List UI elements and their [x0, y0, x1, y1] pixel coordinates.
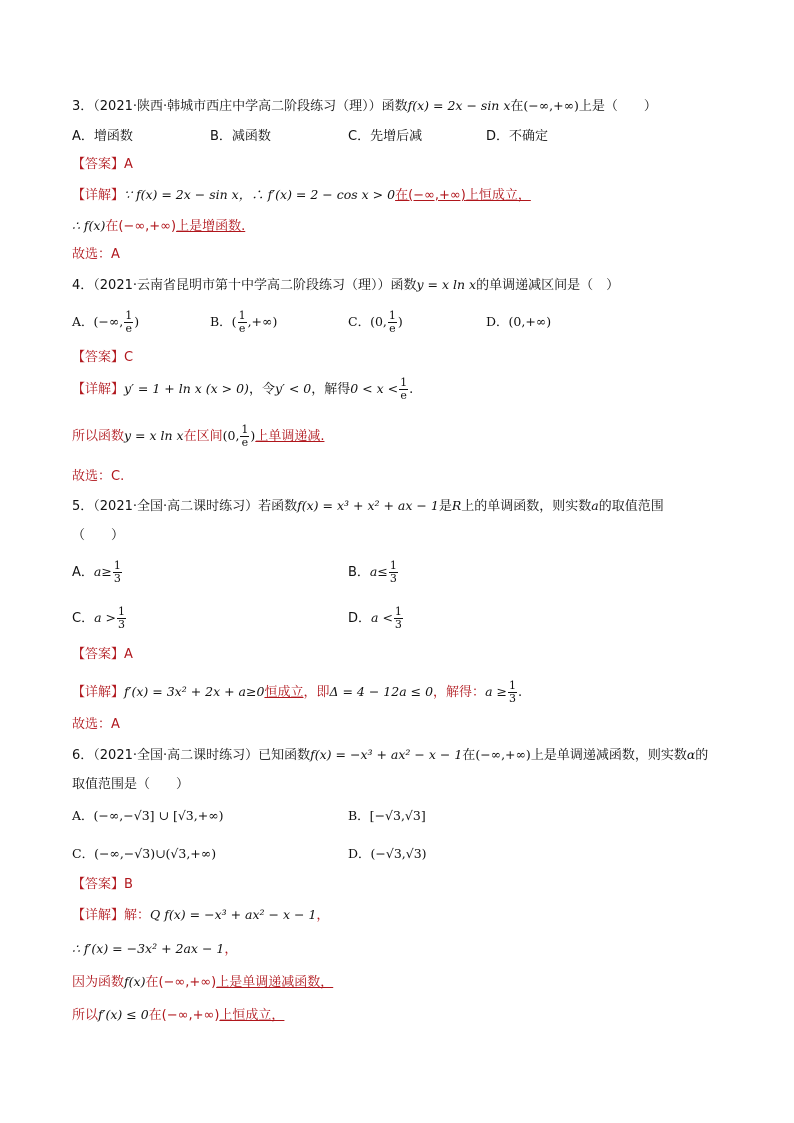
q5-answer-value: A [124, 647, 133, 662]
q4-option-b [210, 310, 277, 335]
q4-option-c-frac [388, 310, 397, 335]
q4-detail-1-frac [399, 377, 408, 402]
q3-detail-1a: ∵ f(x) = 2x − sin x [124, 187, 239, 202]
q6-detail-3b: f(x) [124, 974, 146, 989]
q4-answer-value: C [124, 350, 134, 365]
q5-detail-1e: ，解得： [433, 685, 486, 700]
q5-option-b-frac [389, 560, 398, 585]
q4-detail-2a: 所以函数 [72, 429, 125, 444]
frac-den: 3 [389, 572, 397, 585]
frac-den: e [400, 389, 407, 402]
q6-stem-mid: 在 [462, 748, 476, 763]
q3-detail-2b: 在(−∞,+∞) [105, 219, 177, 234]
frac-num: 1 [125, 309, 133, 322]
q3-detail-line1 [72, 186, 531, 205]
q3-choose: 故选：A [72, 247, 120, 262]
frac-num: 1 [238, 309, 246, 322]
q5-option-d-pre: D． [348, 611, 372, 626]
q4-detail-1e: 0 < x < [350, 381, 399, 396]
q3-detail-2a: ∴ f(x) [72, 218, 106, 233]
q6-detail-line2 [72, 940, 237, 959]
q4-detail-2c: 在区间 [183, 429, 223, 444]
q5-option-c-pre: C． [72, 611, 95, 626]
q6-answer-label: 【答案】 [72, 877, 125, 892]
q6-detail-1a: 解： [124, 908, 151, 923]
q6-detail-4c: 在(−∞,+∞) [148, 1008, 220, 1023]
q5-stem-end2: 的取值范围 [598, 499, 664, 514]
frac-num: 1 [394, 605, 402, 618]
q5-option-a-pre: A． [72, 565, 94, 580]
q6-option-b: B．[−√3,√3] [348, 808, 426, 823]
q6-detail-1b: Q f(x) = −x³ + ax² − x − 1 [150, 907, 317, 922]
q6-detail-1c: ， [316, 908, 330, 923]
q4-detail-label: 【详解】 [72, 382, 125, 397]
q3-answer [72, 156, 133, 174]
frac-den: 3 [117, 618, 125, 631]
q4-detail-2f: 上单调递减. [255, 429, 325, 444]
q4-option-d: D．(0,+∞) [486, 314, 552, 329]
q3-option-c: C．先增后减 [348, 129, 423, 144]
q3-detail-line2 [72, 217, 245, 236]
q3-option-a: A．增函数 [72, 129, 133, 144]
q4-stem-num: 4．（2021·云南省昆明市第十中学高二阶段练习（理））函数 [72, 278, 417, 293]
q6-option-c: C．(−∞,−√3)∪(√3,+∞) [72, 846, 217, 861]
q6-detail-line3 [72, 973, 333, 992]
q3-stem-num: 3．（2021·陕西·韩城市西庄中学高二阶段练习（理））函数 [72, 99, 408, 114]
q5-option-b [348, 560, 399, 585]
q6-stem-end2: 的 [695, 748, 709, 763]
q4-option-a-post: ) [134, 314, 140, 329]
q6-stem-interval: (−∞,+∞) [475, 747, 531, 762]
q5-option-a-rel: a≥ [93, 564, 112, 579]
frac-den: 3 [394, 618, 402, 631]
q5-option-b-pre: B． [348, 565, 370, 580]
frac-den: e [238, 322, 246, 335]
q3-answer-value: A [124, 157, 133, 172]
q3-detail-1b: ，∴ f′(x) = 2 − cos x > 0 [238, 187, 396, 202]
q4-option-a-frac [124, 310, 133, 335]
q4-stem-func: y = x ln x [416, 277, 477, 292]
q4-detail-line2 [72, 424, 324, 449]
q6-option-d: D．(−√3,√3) [348, 846, 427, 861]
q4-detail-2b: y = x ln x [124, 428, 184, 443]
q5-option-d-rel: a < [371, 610, 393, 625]
q5-stem-num: 5．（2021·全国·高二课时练习）若函数 [72, 499, 298, 514]
q4-detail-line1 [72, 377, 413, 402]
frac-num: 1 [241, 423, 249, 436]
q6-detail-line4 [72, 1006, 284, 1025]
q5-option-c-frac [117, 606, 126, 631]
q6-answer [72, 876, 133, 894]
q5-stem-end: 上的单调函数，则实数 [461, 499, 592, 514]
frac-num: 1 [389, 559, 397, 572]
q4-option-b-post: ,+∞) [247, 314, 278, 329]
q4-option-c-pre: C．(0, [348, 314, 387, 329]
q5-option-d [348, 606, 404, 631]
q3-stem [72, 97, 657, 116]
q3-option-d: D．不确定 [486, 129, 549, 144]
q5-option-d-frac [394, 606, 403, 631]
q5-detail-1-frac [508, 680, 517, 705]
frac-num: 1 [400, 376, 408, 389]
q5-stem-a: a [591, 498, 599, 513]
q4-detail-1a: y′ = 1 + ln x (x > 0) [124, 381, 249, 396]
q6-detail-2b: ， [224, 942, 238, 957]
q4-option-a [72, 310, 139, 335]
frac-num: 1 [117, 605, 125, 618]
q5-stem-mid: 是 [438, 499, 452, 514]
q4-option-a-pre: A．(−∞, [72, 314, 124, 329]
q5-detail-1d: Δ = 4 − 12a ≤ 0 [329, 684, 434, 699]
frac-den: 3 [508, 692, 516, 705]
q5-option-b-rel: a≤ [369, 564, 388, 579]
q6-detail-3a: 因为函数 [72, 975, 125, 990]
q5-choose: 故选：A [72, 717, 120, 732]
q5-option-a [72, 560, 123, 585]
q4-detail-2e: ) [250, 428, 256, 443]
q4-detail-1f: . [409, 382, 414, 397]
q6-detail-3c: 在(−∞,+∞) [145, 975, 217, 990]
frac-num: 1 [113, 559, 121, 572]
q4-option-c [348, 310, 403, 335]
q5-detail-1f: a ≥ [485, 684, 507, 699]
q3-answer-label: 【答案】 [72, 157, 125, 172]
q4-option-b-frac [238, 310, 247, 335]
q5-detail-1g: . [517, 685, 523, 700]
q3-stem-end: 上是（ ） [578, 99, 657, 114]
q5-option-c [72, 606, 127, 631]
q3-detail-label: 【详解】 [72, 188, 125, 203]
q4-detail-1d: ，解得 [311, 382, 351, 397]
q5-detail-1c: ，即 [303, 685, 330, 700]
q6-detail-2a: ∴ f′(x) = −3x² + 2ax − 1 [72, 941, 225, 956]
q6-stem-a: α [686, 747, 696, 762]
q4-choose: 故选：C. [72, 469, 125, 484]
q5-detail-label: 【详解】 [72, 685, 125, 700]
q3-option-b: B．减函数 [210, 129, 271, 144]
q6-detail-4a: 所以 [72, 1008, 99, 1023]
q5-stem-r: R [451, 498, 462, 513]
frac-num: 1 [508, 679, 516, 692]
q4-stem [72, 276, 619, 295]
q4-answer [72, 349, 133, 367]
q6-stem-func: f(x) = −x³ + ax² − x − 1 [310, 747, 463, 762]
q6-stem-end: 上是单调递减函数，则实数 [530, 748, 687, 763]
q4-detail-2d: (0, [222, 428, 240, 443]
q5-stem [72, 497, 664, 516]
q3-detail-1d: 上恒成立， [465, 188, 531, 203]
q4-stem-end: 的单调递减区间是（ ） [476, 278, 620, 293]
q5-detail-1a: f′(x) = 3x² + 2x + a≥0 [124, 684, 265, 699]
frac-den: 3 [113, 572, 121, 585]
q6-stem-num: 6．（2021·全国·高二课时练习）已知函数 [72, 748, 311, 763]
q5-answer [72, 646, 133, 664]
q6-stem-line2: 取值范围是（ ） [72, 777, 190, 792]
q5-option-c-rel: a > [94, 610, 116, 625]
q4-detail-1b: ，令 [248, 382, 275, 397]
q4-option-b-pre: B．( [210, 314, 237, 329]
q5-stem-func: f(x) = x³ + x² + ax − 1 [297, 498, 439, 513]
q6-detail-4d: 上恒成立， [219, 1008, 285, 1023]
q5-option-a-frac [113, 560, 122, 585]
q3-stem-interval: (−∞,+∞) [523, 98, 579, 113]
q4-answer-label: 【答案】 [72, 350, 125, 365]
q5-stem-paren: （ ） [72, 528, 125, 543]
q6-detail-4b: f′(x) ≤ 0 [98, 1007, 149, 1022]
q4-option-c-post: ) [397, 314, 403, 329]
q6-detail-label: 【详解】 [72, 908, 125, 923]
q6-answer-value: B [124, 877, 133, 892]
q5-detail-1b: 恒成立 [264, 685, 304, 700]
q3-stem-func: f(x) = 2x − sin x [407, 98, 511, 113]
q6-option-a: A．(−∞,−√3] ∪ [√3,+∞) [72, 808, 224, 823]
q4-detail-2-frac [240, 424, 249, 449]
q3-stem-mid: 在 [510, 99, 524, 114]
q4-detail-1c: y′ < 0 [274, 381, 312, 396]
frac-den: e [125, 322, 133, 335]
q6-detail-line1 [72, 906, 329, 925]
q5-answer-label: 【答案】 [72, 647, 125, 662]
frac-den: e [241, 436, 249, 449]
q5-detail-line1 [72, 680, 522, 705]
q6-stem [72, 746, 708, 765]
q3-detail-2c: 上是增函数. [176, 219, 246, 234]
q3-detail-1c: 在(−∞,+∞) [395, 188, 466, 203]
frac-num: 1 [388, 309, 396, 322]
frac-den: e [389, 322, 396, 335]
q6-detail-3d: 上是单调递减函数， [216, 975, 334, 990]
